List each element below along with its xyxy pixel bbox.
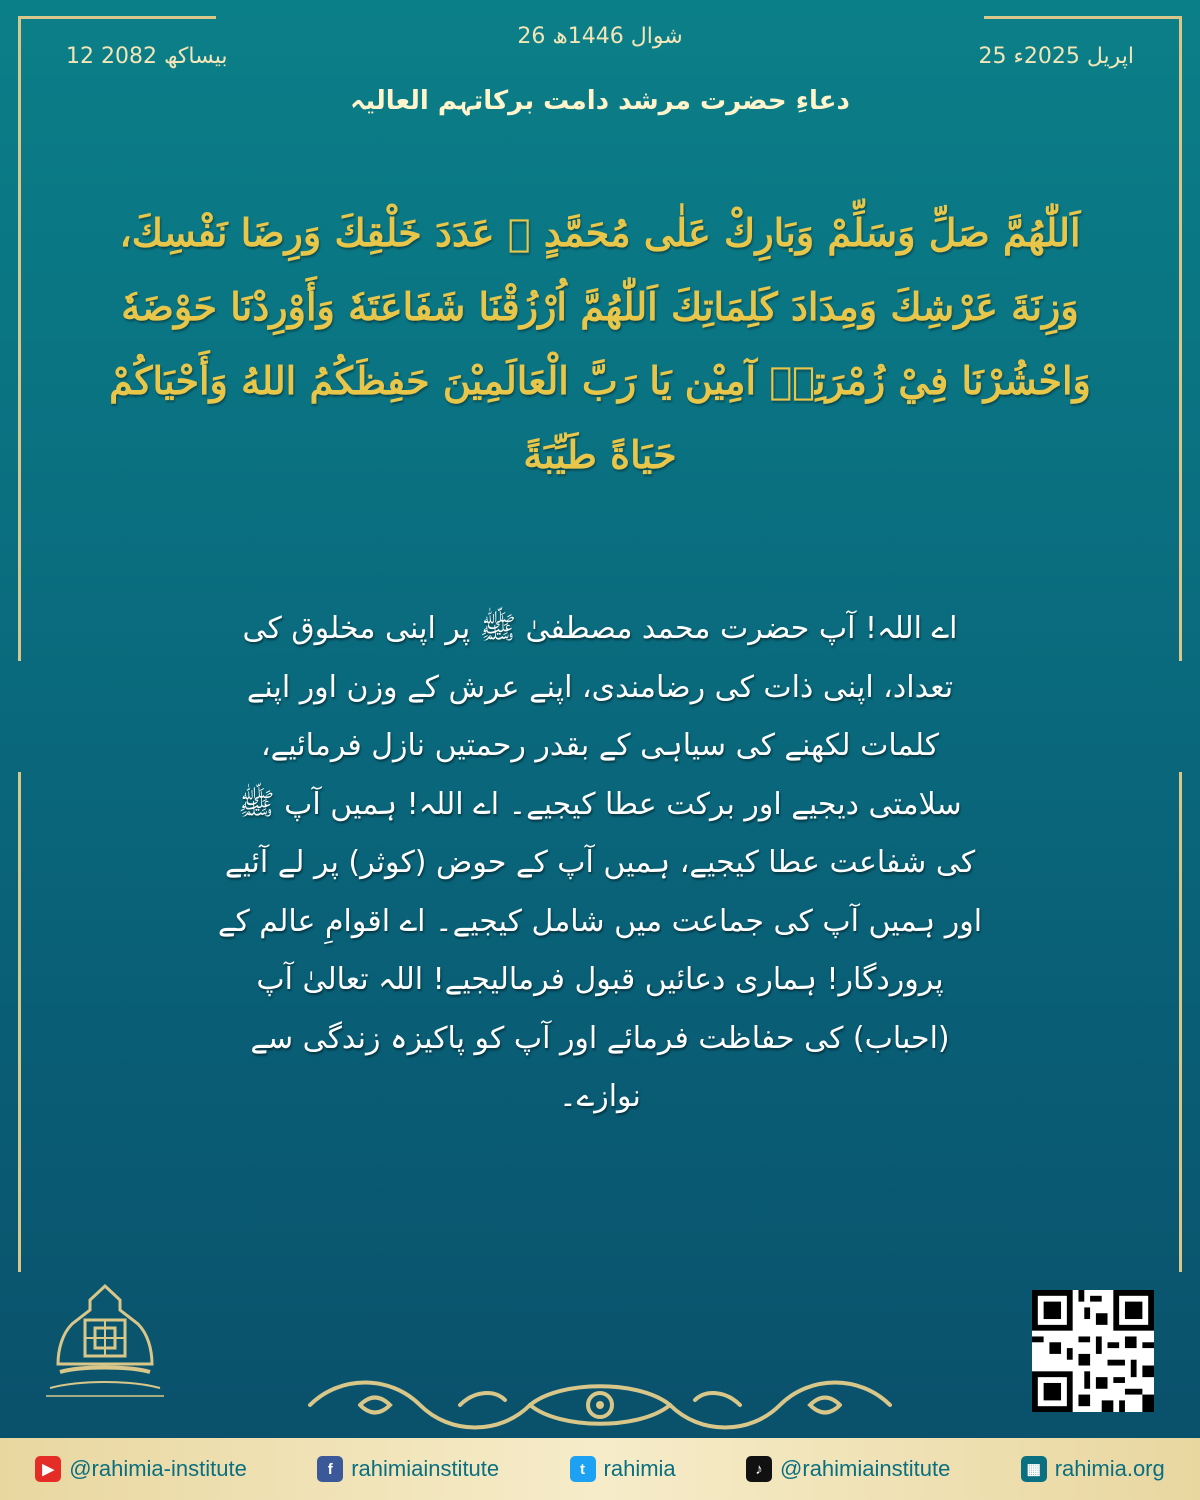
page-title: دعاءِ حضرت مرشد دامت برکاتہم العالیہ [350, 86, 850, 116]
tiktok-link[interactable] [746, 1456, 950, 1482]
web-icon: ▦ [1021, 1456, 1047, 1482]
gregorian-date: 25 اپریل 2025ء [978, 44, 1134, 69]
twitter-link[interactable] [570, 1456, 676, 1482]
rahimia-logo-icon [40, 1280, 170, 1410]
youtube-icon: ▶ [35, 1456, 61, 1482]
frame-top-left [18, 16, 216, 19]
bikrami-date: 12 بیساکھ 2082 [66, 44, 228, 69]
facebook-link[interactable] [317, 1456, 499, 1482]
website-handle: rahimia.org [1054, 1456, 1165, 1481]
urdu-translation: اے اللہ! آپ حضرت محمد مصطفیٰ ﷺ پر اپنی مخلوق کی تعداد، اپنی ذات کی رضامندی، اپنے عرش کے وزن اور اپنے کلمات لکھنے کی سیاہی کے بقدر رحمتیں نازل فرمائیے، سلامتی دیجیے اور برکت عطا کیجیے۔ اے اللہ! ہمیں آپ ﷺ کی شفاعت عطا کیجیے، ہمیں آپ کے حوض (کوثر) پر لے آئیے اور ہمیں آپ کی جماعت میں شامل کیجیے۔ اے اقوامِ عالم کے پروردگار! ہماری دعائیں قبول فرمالیجیے! اللہ تعالیٰ آپ (احباب) کی حفاظت فرمائے اور آپ کو پاکیزہ زندگی سے نوازے۔ [217, 611, 983, 1114]
twitter-handle: rahimia [603, 1456, 676, 1481]
arabic-dua: اَللّٰهُمَّ صَلِّ وَسَلِّمْ وَبَارِكْ عَلٰى مُحَمَّدٍ ﷺ عَدَدَ خَلْقِكَ وَرِضَا نَفْسِكَ، وَزِنَةَ عَرْشِكَ وَمِدَادَ كَلِمَاتِكَ اَللّٰهُمَّ اُرْزُقْنَا شَفَاعَتَهٗ وَأَوْرِدْنَا حَوْضَهٗ وَاحْشُرْنَا فِيْ زُمْرَتِهٖ آمِيْن يَا رَبَّ الْعَالَمِيْنَ حَفِظَكُمُ اللهُ وَأَحْيَاكُمْ حَيَاةً طَيِّبَةً [109, 210, 1091, 477]
decorative-ornament [300, 1370, 900, 1440]
twitter-icon: t [570, 1456, 596, 1482]
frame-right-bottom [1179, 772, 1182, 1272]
hijri-date: 26 شوال 1446ھ [517, 24, 683, 49]
facebook-handle: rahimiainstitute [351, 1456, 500, 1481]
tiktok-handle: @rahimiainstitute [780, 1456, 951, 1481]
facebook-icon: f [317, 1456, 343, 1482]
youtube-link[interactable] [35, 1456, 247, 1482]
youtube-handle: @rahimia-institute [69, 1456, 247, 1481]
frame-left-bottom [18, 772, 21, 1272]
frame-top-right [984, 16, 1182, 19]
footer-bar [0, 1438, 1200, 1500]
qr-code[interactable] [1032, 1290, 1154, 1412]
website-link[interactable] [1021, 1456, 1165, 1482]
tiktok-icon: ♪ [746, 1456, 772, 1482]
